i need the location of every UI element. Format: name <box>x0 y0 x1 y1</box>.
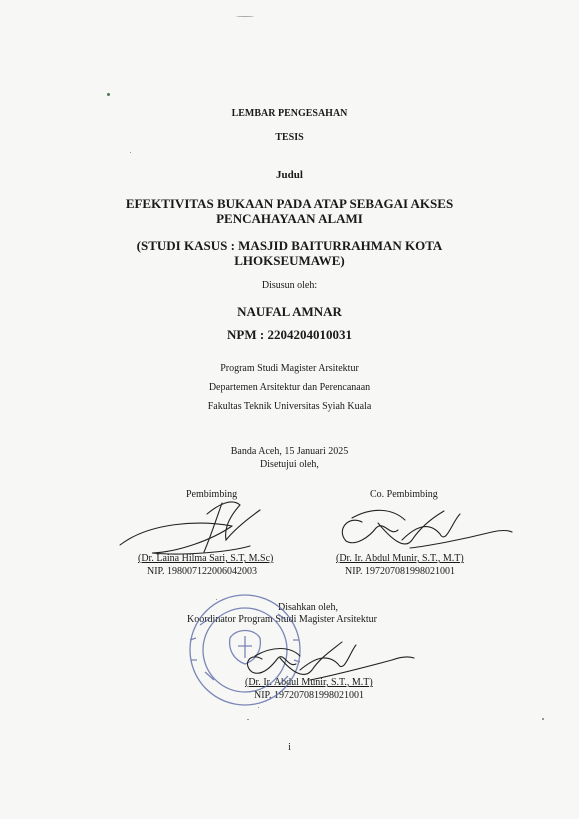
header-tesis: TESIS <box>275 132 304 143</box>
co-supervisor-nip: NIP. 197207081998021001 <box>345 566 456 577</box>
supervisor-name: (Dr. Laina Hilma Sari, S.T, M.Sc) <box>138 553 274 564</box>
department: Departemen Arsitektur dan Perencanaan <box>208 382 371 393</box>
judul-label: Judul <box>276 169 303 181</box>
disusun-oleh: Disusun oleh: <box>261 280 318 291</box>
co-supervisor-name: (Dr. Ir. Abdul Munir, S.T., M.T) <box>336 553 464 564</box>
page-number: i <box>288 742 291 753</box>
ratified-by: Disahkan oleh, <box>278 602 338 613</box>
approved-by: Disetujui oleh, <box>260 459 319 470</box>
supervisor-role: Pembimbing <box>186 489 238 500</box>
coordinator-role: Koordinator Program Studi Magister Arsitektur <box>187 614 377 625</box>
program-study: Program Studi Magister Arsitektur <box>220 363 359 374</box>
coordinator-name: (Dr. Ir. Abdul Munir, S.T., M.T) <box>245 677 373 688</box>
coordinator-signature <box>247 642 414 680</box>
coordinator-nip: NIP. 197207081998021001 <box>254 690 365 701</box>
subtitle-line-2: LHOKSEUMAWE) <box>234 253 345 268</box>
faculty: Fakultas Teknik Universitas Syiah Kuala <box>207 401 372 412</box>
author-name: NAUFAL AMNAR <box>237 304 342 319</box>
university-stamp <box>190 595 300 705</box>
subtitle-line-1: (STUDI KASUS : MASJID BAITURRAHMAN KOTA <box>136 238 443 253</box>
header-lembar-pengesahan: LEMBAR PENGESAHAN <box>231 108 348 119</box>
supervisor-signature <box>120 502 260 554</box>
title-line-2: PENCAHAYAAN ALAMI <box>216 211 363 226</box>
title-line-1: EFEKTIVITAS BUKAAN PADA ATAP SEBAGAI AKSES <box>125 196 454 211</box>
co-supervisor-role: Co. Pembimbing <box>370 489 438 500</box>
place-date: Banda Aceh, 15 Januari 2025 <box>230 446 349 457</box>
co-supervisor-signature <box>342 510 512 548</box>
author-npm: NPM : 2204204010031 <box>227 327 352 342</box>
supervisor-nip: NIP. 198007122006042003 <box>147 566 258 577</box>
